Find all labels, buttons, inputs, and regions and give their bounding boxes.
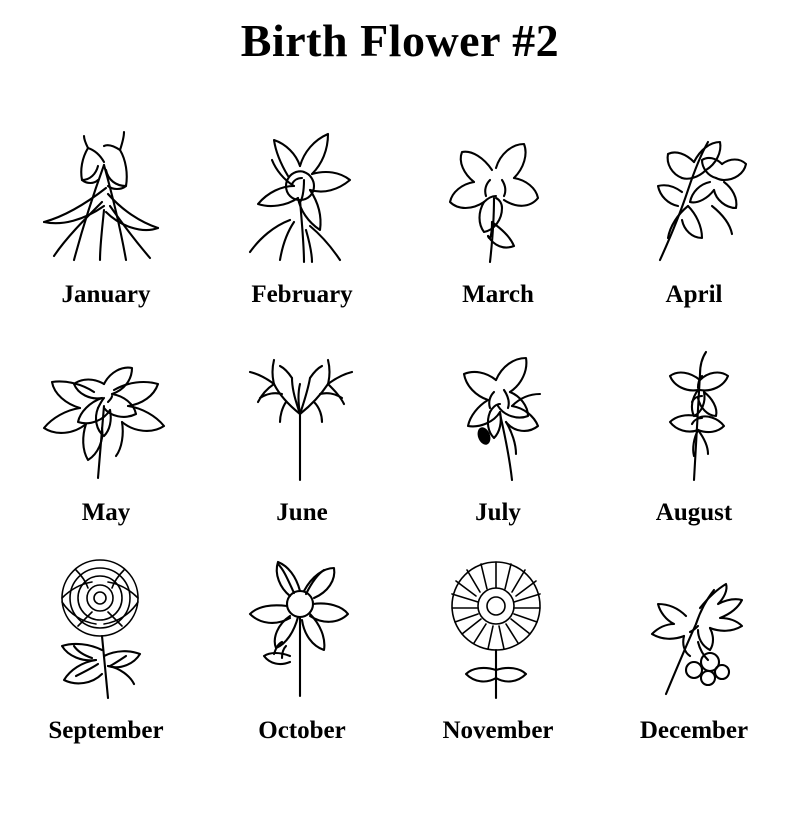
month-label: April xyxy=(665,280,723,308)
month-cell-july xyxy=(400,307,596,525)
month-cell-november xyxy=(400,525,596,743)
month-label: January xyxy=(61,280,151,308)
month-label: December xyxy=(639,716,749,744)
month-label: February xyxy=(251,280,353,308)
aster-flower-icon xyxy=(16,546,196,716)
month-cell-september xyxy=(8,525,204,743)
month-label: October xyxy=(258,716,346,744)
month-cell-june xyxy=(204,307,400,525)
month-cell-january xyxy=(8,89,204,307)
water-lily-flower-icon xyxy=(408,328,588,498)
sweet-pea-flower-icon xyxy=(604,110,784,280)
month-cell-may xyxy=(8,307,204,525)
month-label: May xyxy=(81,498,131,526)
month-cell-december xyxy=(596,525,792,743)
month-cell-february xyxy=(204,89,400,307)
birth-flower-chart xyxy=(0,16,800,816)
page-title: Birth Flower #2 xyxy=(240,15,560,66)
violet-flower-icon xyxy=(408,110,588,280)
hawthorn-flower-icon xyxy=(16,328,196,498)
month-cell-october xyxy=(204,525,400,743)
month-cell-march xyxy=(400,89,596,307)
holly-flower-icon xyxy=(604,546,784,716)
cosmos-flower-icon xyxy=(212,546,392,716)
month-label: November xyxy=(442,716,554,744)
gladiolus-flower-icon xyxy=(604,328,784,498)
snowdrop-flower-icon xyxy=(16,110,196,280)
month-label: August xyxy=(655,498,733,526)
honeysuckle-flower-icon xyxy=(212,328,392,498)
month-cell-april xyxy=(596,89,792,307)
month-label: March xyxy=(462,280,534,308)
month-label: June xyxy=(276,498,328,526)
month-grid xyxy=(0,89,800,743)
daffodil-flower-icon xyxy=(212,110,392,280)
month-label: July xyxy=(475,498,521,526)
month-label: September xyxy=(48,716,164,744)
chrysanthemum-flower-icon xyxy=(408,546,588,716)
month-cell-august xyxy=(596,307,792,525)
